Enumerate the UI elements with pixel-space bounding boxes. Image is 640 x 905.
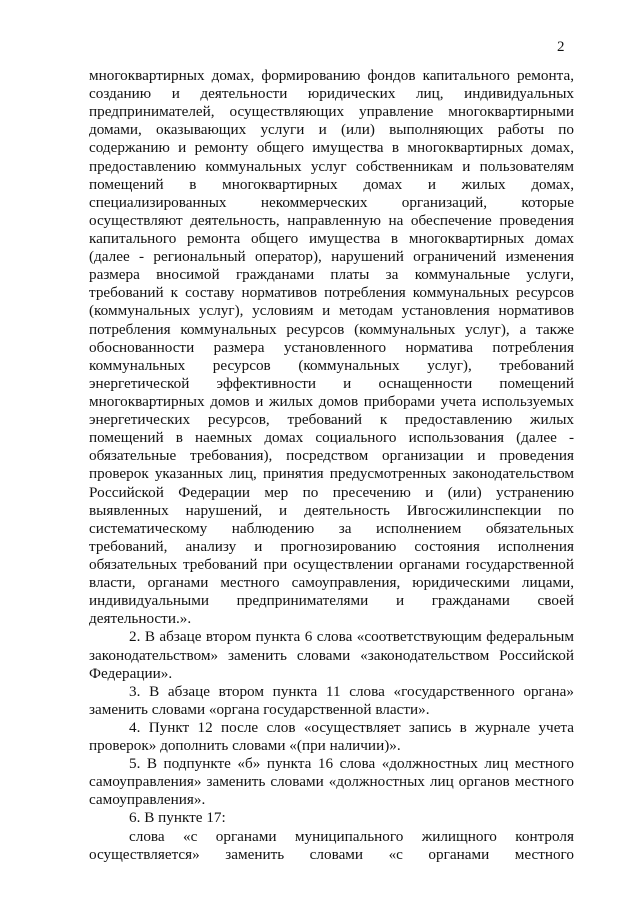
text-line: созданию и деятельности юридических лиц, индивидуальных [89, 85, 574, 103]
text-line: обязательные требования), посредством организации и проведения [89, 447, 574, 465]
text-line: требований к составу нормативов потребления коммунальных ресурсов [89, 284, 574, 302]
text-line: Федерации». [89, 664, 173, 682]
text-line: коммунальных ресурсов (коммунальных услуг), требований [89, 356, 574, 374]
page-number: 2 [557, 39, 565, 55]
text-line: Российской Федерации мер по пресечению и (или) устранению [89, 483, 574, 501]
text-line: энергетической эффективности и оснащенности помещений [89, 374, 574, 392]
text-line: содержанию и ремонту общего имущества в многоквартирных домах, [89, 139, 574, 157]
text-line: 4. Пункт 12 после слов «осуществляет запись в журнале учета [129, 718, 574, 736]
text-line: законодательством» заменить словами «законодательством Российской [89, 646, 574, 664]
text-line: осуществляют деятельность, направленную на обеспечение проведения [89, 211, 574, 229]
text-line: обязательных требований при осуществлении органами государственной [89, 555, 574, 573]
text-line: деятельности.». [89, 610, 192, 628]
text-line: систематическому наблюдению за исполнением обязательных [89, 519, 574, 537]
text-line: самоуправления» заменить словами «должностных лиц органов местного [89, 773, 574, 791]
text-line: выявленных нарушений, и деятельность Ивгосжилинспекции по [89, 501, 574, 519]
text-line: (коммунальных услуг), условиям и методам установления нормативов [89, 302, 574, 320]
text-line: власти, органами местного самоуправления, юридическими лицами, [89, 574, 574, 592]
text-line: 2. В абзаце втором пункта 6 слова «соответствующим федеральным [129, 628, 574, 646]
text-line: домами, оказывающих услуги и (или) выполняющих работы по [89, 121, 574, 139]
text-line: индивидуальными предпринимателями и гражданами своей [89, 592, 574, 610]
text-line: многоквартирных домах, формированию фондов капитального ремонта, [89, 67, 574, 84]
text-line: проверок указанных лиц, принятия предусмотренных законодательством [89, 465, 574, 483]
text-line: заменить словами «органа государственной власти». [89, 700, 430, 718]
text-line: слова «с органами муниципального жилищного контроля [129, 827, 574, 845]
text-line: энергетических ресурсов, требований к предоставлению жилых [89, 411, 574, 429]
text-line: капитального ремонта общего имущества в многоквартирных домах [89, 229, 574, 247]
text-line: предпринимателей, осуществляющих управление многоквартирными [89, 103, 574, 121]
text-line: размера вносимой гражданами платы за коммунальные услуги, [89, 266, 574, 284]
text-line: осуществляется» заменить словами «с органами местного [89, 845, 574, 863]
text-line: помещений в наемных домах социального использования (далее - [89, 429, 574, 447]
text-line: (далее - региональный оператор), нарушений ограничений изменения [89, 248, 574, 266]
text-line: 6. В пункте 17: [129, 809, 226, 827]
text-line: потребления коммунальных ресурсов (коммунальных услуг), а также [89, 320, 574, 338]
text-line: многоквартирных домов и жилых домов приборами учета используемых [89, 392, 574, 410]
text-line: специализированных некоммерческих организаций, которые [89, 193, 574, 211]
document-body [89, 67, 574, 864]
text-line: 5. В подпункте «б» пункта 16 слова «должностных лиц местного [129, 755, 574, 773]
text-line: проверок» дополнить словами «(при наличии)». [89, 737, 401, 755]
text-line: предоставлению коммунальных услуг собственникам и пользователям [89, 157, 574, 175]
text-line: 3. В абзаце втором пункта 11 слова «государственного органа» [129, 682, 574, 700]
text-line: помещений в многоквартирных домах и жилых домах, [89, 175, 574, 193]
text-line: требований, анализу и прогнозированию состояния исполнения [89, 537, 574, 555]
text-line: самоуправления». [89, 791, 206, 809]
text-line: обоснованности размера установленного норматива потребления [89, 338, 574, 356]
